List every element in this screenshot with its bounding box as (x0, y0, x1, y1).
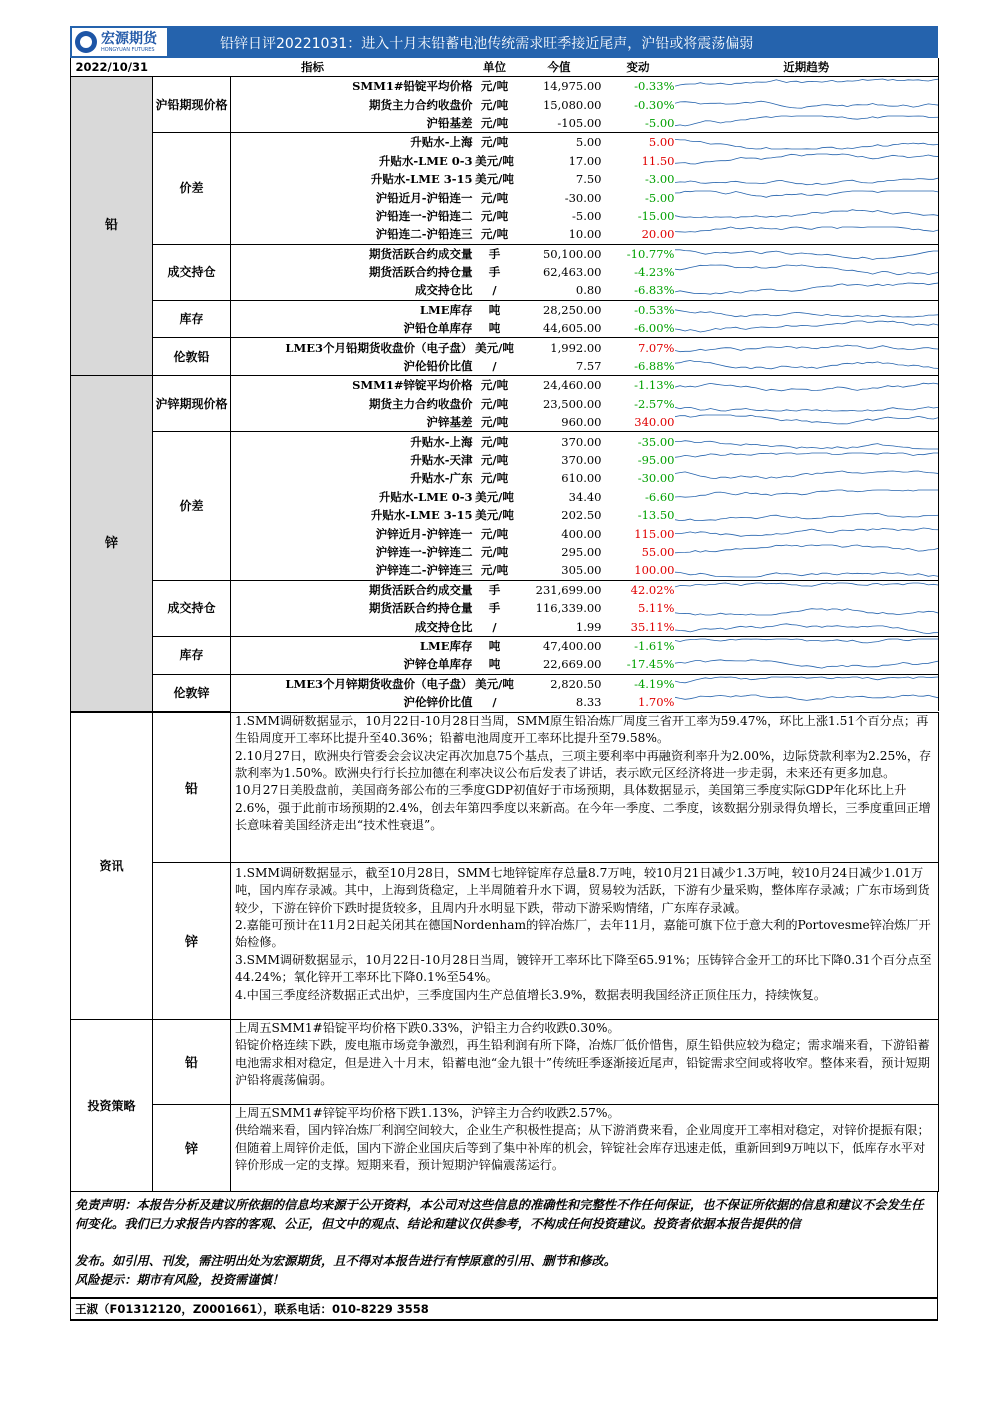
report-sheet (70, 26, 938, 1321)
trend-sparkline (675, 599, 939, 617)
sparkline-chart (675, 319, 939, 337)
sparkline-line (675, 440, 939, 448)
col-indicator: 指标 (153, 58, 473, 77)
indicator-change: -13.50 (637, 508, 675, 523)
indicator-change: 5.00 (602, 133, 675, 152)
indicator-value: 62,463.00 (542, 265, 602, 280)
sparkline-line (675, 310, 939, 317)
sparkline-line (675, 101, 939, 108)
sparkline-chart (675, 189, 939, 207)
indicator-unit: 元/吨 (480, 526, 509, 541)
sparkline-line (675, 545, 939, 553)
group-label: 伦敦锌 (153, 674, 231, 711)
logo-icon (75, 31, 97, 53)
group-label: 伦敦铅 (153, 338, 231, 376)
news-lead-paragraph: 2.10月27日，欧洲央行管委会会议决定再次加息75个基点，三项主要利率中再融资利率升为2.00%，边际贷款利率为2.25%，存款利率为1.50%。欧洲央行行长拉加德在利率决议公布后发表了讲话，表示欧元区经济将进一步走弱，未来还有更多加息。 (235, 748, 932, 780)
indicator-change: -6.00% (634, 321, 675, 336)
sparkline-chart (675, 395, 939, 413)
indicator-value: 370.00 (517, 432, 602, 451)
report-header (70, 26, 938, 58)
indicator-unit: / (492, 283, 497, 298)
sparkline-line (675, 210, 939, 218)
indicator-value: 2,820.50 (517, 674, 602, 693)
indicator-name: 期货主力合约收盘价 (369, 97, 473, 112)
indicator-value: 295.00 (561, 544, 602, 559)
strategy-lead-text (231, 1019, 939, 1104)
indicator-name: 升贴水-上海 (231, 133, 473, 152)
sparkline-chart (675, 488, 939, 506)
indicator-value: 231,699.00 (517, 580, 602, 599)
indicator-name: 沪锌近月-沪锌连一 (375, 526, 473, 541)
indicator-unit: 吨 (473, 300, 517, 319)
indicator-name: 沪铅近月-沪铅连一 (375, 190, 473, 205)
trend-sparkline (675, 451, 939, 469)
disclaimer-text: 免责声明：本报告分析及建议所依据的信息均来源于公开资料，本公司对这些信息的准确性和完整性不作任何保证，也不保证所依据的信息和建议不会发生任何变化。我们已力求报告内容的客观、公正，但文中的观点、结论和建议仅供参考，不构成任何投资建议。投资者依据本报告提供的信 (75, 1197, 924, 1232)
indicator-value: 960.00 (561, 415, 602, 430)
group-label: 库存 (153, 636, 231, 674)
indicator-value: 15,080.00 (542, 97, 602, 112)
indicator-unit: 手 (488, 601, 501, 616)
sparkline-chart (675, 376, 939, 394)
col-change: 变动 (602, 58, 675, 77)
company-logo (72, 28, 167, 56)
indicator-value: 610.00 (561, 471, 602, 486)
news-section-label: 资讯 (71, 712, 153, 1019)
news-zinc-label: 锌 (153, 862, 231, 1019)
sparkline-line (675, 384, 939, 392)
sparkline-chart (675, 114, 939, 132)
sparkline-line (675, 415, 939, 424)
indicator-value: 1,992.00 (517, 338, 602, 357)
group-label: 价差 (153, 432, 231, 580)
sparkline-line (675, 609, 939, 615)
sparkline-chart (675, 451, 939, 469)
indicator-name: 升贴水-广东 (410, 471, 473, 486)
indicator-unit: 吨 (488, 657, 501, 672)
sparkline-line (675, 140, 939, 150)
group-label: 成交持仓 (153, 580, 231, 636)
sparkline-line (675, 79, 939, 86)
trend-sparkline (675, 281, 939, 300)
trend-sparkline (675, 413, 939, 432)
indicator-unit: 元/吨 (473, 77, 517, 96)
metal-label: 铅 (71, 77, 153, 376)
news-lead-text (231, 712, 939, 862)
indicator-change: -5.00 (645, 190, 675, 205)
indicator-change: -5.00 (645, 115, 675, 130)
indicator-name: 沪锌连二-沪锌连三 (375, 563, 473, 578)
indicator-unit: 元/吨 (473, 432, 517, 451)
trend-sparkline (675, 376, 939, 395)
sparkline-line (675, 321, 939, 332)
sparkline-chart (675, 637, 939, 655)
sparkline-line (675, 361, 939, 369)
indicator-change: 340.00 (634, 415, 675, 430)
sparkline-line (675, 227, 939, 232)
indicator-name: SMM1#铅锭平均价格 (231, 77, 473, 96)
col-unit: 单位 (473, 58, 517, 77)
indicator-change: -2.57% (634, 396, 675, 411)
sparkline-chart (675, 96, 939, 114)
indicator-value: 370.00 (561, 453, 602, 467)
sparkline-line (675, 639, 939, 643)
sparkline-line (675, 345, 939, 352)
trend-sparkline (675, 543, 939, 561)
indicator-name: LME3个月铅期货收盘价（电子盘） (231, 338, 473, 357)
indicator-unit: 元/吨 (480, 97, 509, 112)
indicator-unit: 元/吨 (480, 453, 509, 467)
sparkline-line (675, 283, 939, 294)
trend-sparkline (675, 580, 939, 599)
indicator-unit: / (492, 359, 497, 374)
trend-sparkline (675, 561, 939, 580)
trend-sparkline (675, 524, 939, 542)
indicator-change: 5.11% (637, 601, 675, 616)
sparkline-chart (675, 339, 939, 357)
indicator-name: 成交持仓比 (415, 283, 473, 298)
indicator-unit: 元/吨 (473, 376, 517, 395)
sparkline-chart (675, 77, 939, 95)
trend-sparkline (675, 469, 939, 487)
trend-sparkline (675, 488, 939, 506)
indicator-name: 期货活跃合约成交量 (231, 580, 473, 599)
sparkline-chart (675, 693, 939, 711)
indicator-change: -0.53% (602, 300, 675, 319)
indicator-unit: 元/吨 (480, 190, 509, 205)
trend-sparkline (675, 188, 939, 206)
sparkline-line (675, 677, 939, 683)
trend-sparkline (675, 225, 939, 244)
indicator-change: 20.00 (641, 227, 675, 242)
indicator-value: 5.00 (517, 133, 602, 152)
indicator-change: 7.07% (602, 338, 675, 357)
indicator-table (70, 58, 939, 712)
indicator-value: 10.00 (568, 227, 602, 242)
sparkline-line (675, 453, 939, 457)
trend-sparkline (675, 655, 939, 674)
strategy-section-label: 投资策略 (71, 1019, 153, 1191)
indicator-value: 0.80 (575, 283, 602, 298)
news-lead-label: 铅 (153, 712, 231, 862)
indicator-change: -15.00 (637, 208, 675, 223)
logo-text-cn: 宏源期货 (101, 30, 157, 47)
sparkline-line (675, 695, 939, 700)
indicator-value: 116,339.00 (535, 601, 602, 616)
indicator-value: -5.00 (572, 208, 602, 223)
indicator-unit: 元/吨 (480, 415, 509, 430)
trend-sparkline (675, 114, 939, 133)
sparkline-line (675, 154, 939, 164)
trend-sparkline (675, 152, 939, 170)
sparkline-chart (675, 152, 939, 170)
indicator-change: -1.13% (602, 376, 675, 395)
disclaimer-text: 发布。如引用、刊发，需注明出处为宏源期货，且不得对本报告进行有悖原意的引用、删节和修改。 (75, 1253, 617, 1268)
group-label: 价差 (153, 133, 231, 244)
indicator-change: -10.77% (602, 244, 675, 263)
sparkline-chart (675, 413, 939, 431)
sparkline-line (675, 471, 939, 479)
strategy-zinc-label: 锌 (153, 1104, 231, 1191)
indicator-name: 升贴水-LME 0-3 (378, 489, 473, 504)
indicator-value: 400.00 (561, 526, 602, 541)
indicator-name: 期货活跃合约持仓量 (369, 601, 473, 616)
strategy-zinc-text (231, 1104, 939, 1191)
sparkline-chart (675, 170, 939, 188)
indicator-unit: 美元/吨 (475, 489, 514, 504)
sparkline-line (675, 513, 939, 520)
trend-sparkline (675, 95, 939, 113)
sparkline-line (675, 583, 939, 587)
indicator-name: LME库存 (231, 300, 473, 319)
indicator-unit: 吨 (473, 636, 517, 655)
indicator-change: 115.00 (634, 526, 675, 541)
news-zinc-paragraph: 1.SMM调研数据显示，截至10月28日，SMM七地锌锭库存总量8.7万吨，较10月21日减少1.3万吨，较10月24日减少1.01万吨，国内库存录减。其中，上海到货稳定，上半周随着升水下调，贸易较为活跃，下游有少量采购，整体库存录减；广东市场到货较少，下游在锌价下跌时提货较多，且周内升水明显下跌，带动下游采购情绪，广东库存录减。 (235, 865, 930, 915)
indicator-value: -30.00 (564, 190, 602, 205)
indicator-name: SMM1#锌锭平均价格 (231, 376, 473, 395)
indicator-change: -35.00 (602, 432, 675, 451)
trend-sparkline (675, 357, 939, 376)
report-title: 铅锌日评20221031：进入十月末铅蓄电池传统需求旺季接近尾声，沪铅或将震荡偏弱 (220, 36, 754, 52)
sparkline-chart (675, 618, 939, 636)
indicator-name: 沪铅基差 (426, 115, 473, 130)
indicator-change: 1.70% (637, 695, 675, 710)
indicator-change: -1.61% (602, 636, 675, 655)
indicator-unit: / (492, 695, 497, 710)
indicator-value: 22,669.00 (542, 657, 602, 672)
indicator-name: 沪铅连一-沪铅连二 (375, 208, 473, 223)
col-today: 今值 (517, 58, 602, 77)
sparkline-chart (675, 599, 939, 617)
indicator-change: -6.83% (634, 283, 675, 298)
indicator-change: 11.50 (641, 153, 675, 168)
sparkline-line (675, 407, 939, 411)
sparkline-chart (675, 581, 939, 599)
indicator-value: 202.50 (561, 508, 602, 523)
indicator-value: 47,400.00 (517, 636, 602, 655)
indicator-name: 期货主力合约收盘价 (369, 396, 473, 411)
sparkline-chart (675, 469, 939, 487)
trend-sparkline (675, 300, 939, 319)
news-zinc-paragraph: 3.SMM调研数据显示，10月22日-10月28日当周，镀锌开工率环比下降至65.91%；压铸锌合金开工的环比下降0.31个百分点至44.24%；氧化锌开工率环比下降0.1%至54%。 (235, 952, 932, 985)
sparkline-line (675, 178, 939, 185)
sparkline-chart (675, 133, 939, 151)
indicator-unit: 元/吨 (480, 563, 509, 578)
indicator-unit: 元/吨 (473, 133, 517, 152)
indicator-value: 50,100.00 (517, 244, 602, 263)
indicator-name: 升贴水-天津 (410, 453, 473, 467)
group-label: 沪锌期现价格 (153, 376, 231, 432)
trend-sparkline (675, 244, 939, 263)
indicator-value: 1.99 (575, 619, 602, 634)
trend-sparkline (675, 319, 939, 338)
logo-text-en: HONGYUAN FUTURES (101, 46, 155, 53)
analyst-contact: 王淑（F01312120，Z0001661），联系电话：010-8229 3558 (70, 1298, 938, 1321)
indicator-unit: 元/吨 (480, 208, 509, 223)
indicator-unit: 美元/吨 (473, 338, 517, 357)
indicator-unit: / (492, 619, 497, 634)
indicator-name: 沪伦铅价比值 (403, 359, 473, 374)
strategy-lead-paragraph: 铅锭价格连续下跌，废电瓶市场竞争激烈，再生铅利润有所下降，冶炼厂低价惜售，原生铅供应较为稳定；需求端来看，下游铅蓄电池需求相对稳定，但是进入十月末，铅蓄电池“金九银十”传统旺季逐渐接近尾声，铅锭需求空间或将收窄。整体来看，预计短期沪铅将震荡偏弱。 (235, 1038, 930, 1087)
trend-sparkline (675, 338, 939, 357)
trend-sparkline (675, 674, 939, 693)
indicator-value: 7.57 (575, 359, 602, 374)
sparkline-chart (675, 543, 939, 561)
strategy-lead-label: 铅 (153, 1019, 231, 1104)
indicator-name: 沪铅连二-沪铅连三 (375, 227, 473, 242)
indicator-value: 17.00 (568, 153, 602, 168)
indicator-unit: 美元/吨 (475, 153, 514, 168)
indicator-change: -0.33% (602, 77, 675, 96)
indicator-name: 沪伦锌价比值 (403, 695, 473, 710)
sparkline-chart (675, 655, 939, 673)
indicator-name: 期货活跃合约持仓量 (369, 265, 473, 280)
sparkline-chart (675, 506, 939, 524)
sparkline-chart (675, 433, 939, 451)
risk-warning: 风险提示：期市有风险，投资需谨慎！ (75, 1273, 285, 1288)
indicator-unit: 手 (488, 265, 501, 280)
indicator-name: 沪锌连一-沪锌连二 (375, 544, 473, 559)
indicator-name: 升贴水-LME 0-3 (378, 153, 473, 168)
sparkline-chart (675, 357, 939, 375)
indicator-unit: 元/吨 (480, 471, 509, 486)
group-label: 沪铅期现价格 (153, 77, 231, 133)
indicator-unit: 美元/吨 (475, 172, 514, 187)
report-date: 2022/10/31 (71, 58, 153, 77)
group-label: 库存 (153, 300, 231, 338)
sparkline-line (675, 250, 939, 260)
indicator-name: 升贴水-上海 (231, 432, 473, 451)
indicator-value: 8.33 (575, 695, 602, 710)
indicator-unit: 美元/吨 (473, 674, 517, 693)
indicator-change: 42.02% (602, 580, 675, 599)
indicator-unit: 手 (473, 244, 517, 263)
indicator-change: 100.00 (634, 563, 675, 578)
trend-sparkline (675, 77, 939, 96)
trend-sparkline (675, 506, 939, 524)
indicator-value: 28,250.00 (517, 300, 602, 319)
metal-label: 锌 (71, 376, 153, 712)
trend-sparkline (675, 133, 939, 152)
indicator-change: 55.00 (641, 544, 675, 559)
sparkline-chart (675, 525, 939, 543)
trend-sparkline (675, 432, 939, 451)
news-zinc-paragraph: 4.中国三季度经济数据正式出炉，三季度国内生产总值增长3.9%，数据表明我国经济正顶住压力，持续恢复。 (235, 987, 827, 1002)
trend-sparkline (675, 207, 939, 225)
indicator-name: LME库存 (231, 636, 473, 655)
indicator-name: 沪锌基差 (426, 415, 473, 430)
sparkline-line (675, 660, 939, 668)
trend-sparkline (675, 395, 939, 413)
sparkline-line (675, 116, 939, 126)
indicator-value: -105.00 (557, 115, 602, 130)
indicator-unit: 元/吨 (480, 396, 509, 411)
sparkline-chart (675, 301, 939, 319)
sparkline-line (675, 490, 939, 497)
indicator-change: -3.00 (645, 172, 675, 187)
sparkline-chart (675, 245, 939, 263)
indicator-change: -4.23% (634, 265, 675, 280)
sparkline-chart (675, 561, 939, 579)
disclaimer (70, 1192, 938, 1298)
sparkline-chart (675, 263, 939, 281)
group-label: 成交持仓 (153, 244, 231, 300)
trend-sparkline (675, 617, 939, 636)
indicator-change: -6.88% (634, 359, 675, 374)
strategy-zinc-paragraph: 上周五SMM1#锌锭平均价格下跌1.13%，沪锌主力合约收跌2.57%。 (235, 1105, 620, 1120)
indicator-change: -30.00 (637, 471, 675, 486)
sparkline-line (675, 528, 939, 536)
indicator-name: 升贴水-LME 3-15 (370, 172, 473, 187)
indicator-change: -95.00 (637, 453, 675, 467)
indicator-name: 沪锌仓单库存 (403, 657, 473, 672)
trend-sparkline (675, 693, 939, 711)
indicator-change: -17.45% (626, 657, 675, 672)
sparkline-line (675, 265, 939, 275)
strategy-zinc-paragraph: 供给端来看，国内锌冶炼厂利润空间较大，企业生产积极性提高；从下游消费来看，企业周度开工率相对稳定，对锌价提振有限；但随着上周锌价走低，国内下游企业国庆后等到了集中补库的机会，锌锭社会库存迅速走低，重新回到9万吨以下，低库存水平对锌价形成一定的支撑。短期来看，预计短期沪锌偏震荡运行。 (235, 1123, 930, 1172)
indicator-name: 升贴水-LME 3-15 (370, 508, 473, 523)
sparkline-chart (675, 225, 939, 243)
indicator-name: LME3个月锌期货收盘价（电子盘） (231, 674, 473, 693)
indicator-unit: 元/吨 (480, 227, 509, 242)
indicator-value: 44,605.00 (542, 321, 602, 336)
indicator-value: 305.00 (561, 563, 602, 578)
sparkline-line (675, 573, 939, 578)
indicator-change: 35.11% (630, 619, 675, 634)
news-lead-paragraph: 10月27日美股盘前，美国商务部公布的三季度GDP初值好于市场预期，具体数据显示，美国第三季度实际GDP年化环比上升2.6%，强于此前市场预期的2.4%，创去年第四季度以来新高。在今年一季度、二季度，该数据分别录得负增长，三季度重回正增长意味着美国经济走出“技术性衰退”。 (235, 783, 931, 833)
indicator-unit: 美元/吨 (475, 508, 514, 523)
indicator-value: 14,975.00 (517, 77, 602, 96)
indicator-unit: 元/吨 (480, 115, 509, 130)
trend-sparkline (675, 636, 939, 655)
indicator-unit: 手 (473, 580, 517, 599)
trend-sparkline (675, 170, 939, 188)
sparkline-line (675, 623, 939, 633)
news-zinc-paragraph: 2.嘉能可预计在11月2日起关闭其在德国Nordenham的锌冶炼厂，去年11月，嘉能可旗下位于意大利的Portovesme锌冶炼厂开始检修。 (235, 918, 931, 950)
indicator-value: 24,460.00 (517, 376, 602, 395)
trend-sparkline (675, 263, 939, 281)
indicator-value: 34.40 (568, 489, 602, 504)
indicator-value: 7.50 (575, 172, 602, 187)
indicator-unit: 吨 (488, 321, 501, 336)
sparkline-chart (675, 207, 939, 225)
news-lead-paragraph: 1.SMM调研数据显示，10月22日-10月28日当周，SMM原生铅冶炼厂周度三省开工率为59.47%，环比上涨1.51个百分点；再生铅周度开工率环比提升至40.36%；铅蓄电池周度开工率环比提升至79.58%。 (235, 713, 929, 746)
indicator-change: -6.60 (645, 489, 675, 504)
news-zinc-text (231, 862, 939, 1019)
indicator-name: 成交持仓比 (415, 619, 473, 634)
sparkline-line (675, 191, 939, 197)
sparkline-chart (675, 281, 939, 299)
indicator-name: 沪铅仓单库存 (403, 321, 473, 336)
indicator-change: -0.30% (634, 97, 675, 112)
strategy-lead-paragraph: 上周五SMM1#铅锭平均价格下跌0.33%，沪铅主力合约收跌0.30%。 (235, 1020, 620, 1035)
col-trend: 近期趋势 (675, 58, 939, 77)
indicator-change: -4.19% (602, 674, 675, 693)
news-strategy-table (70, 712, 939, 1192)
sparkline-chart (675, 675, 939, 693)
indicator-name: 期货活跃合约成交量 (231, 244, 473, 263)
indicator-unit: 元/吨 (480, 544, 509, 559)
indicator-value: 23,500.00 (542, 396, 602, 411)
